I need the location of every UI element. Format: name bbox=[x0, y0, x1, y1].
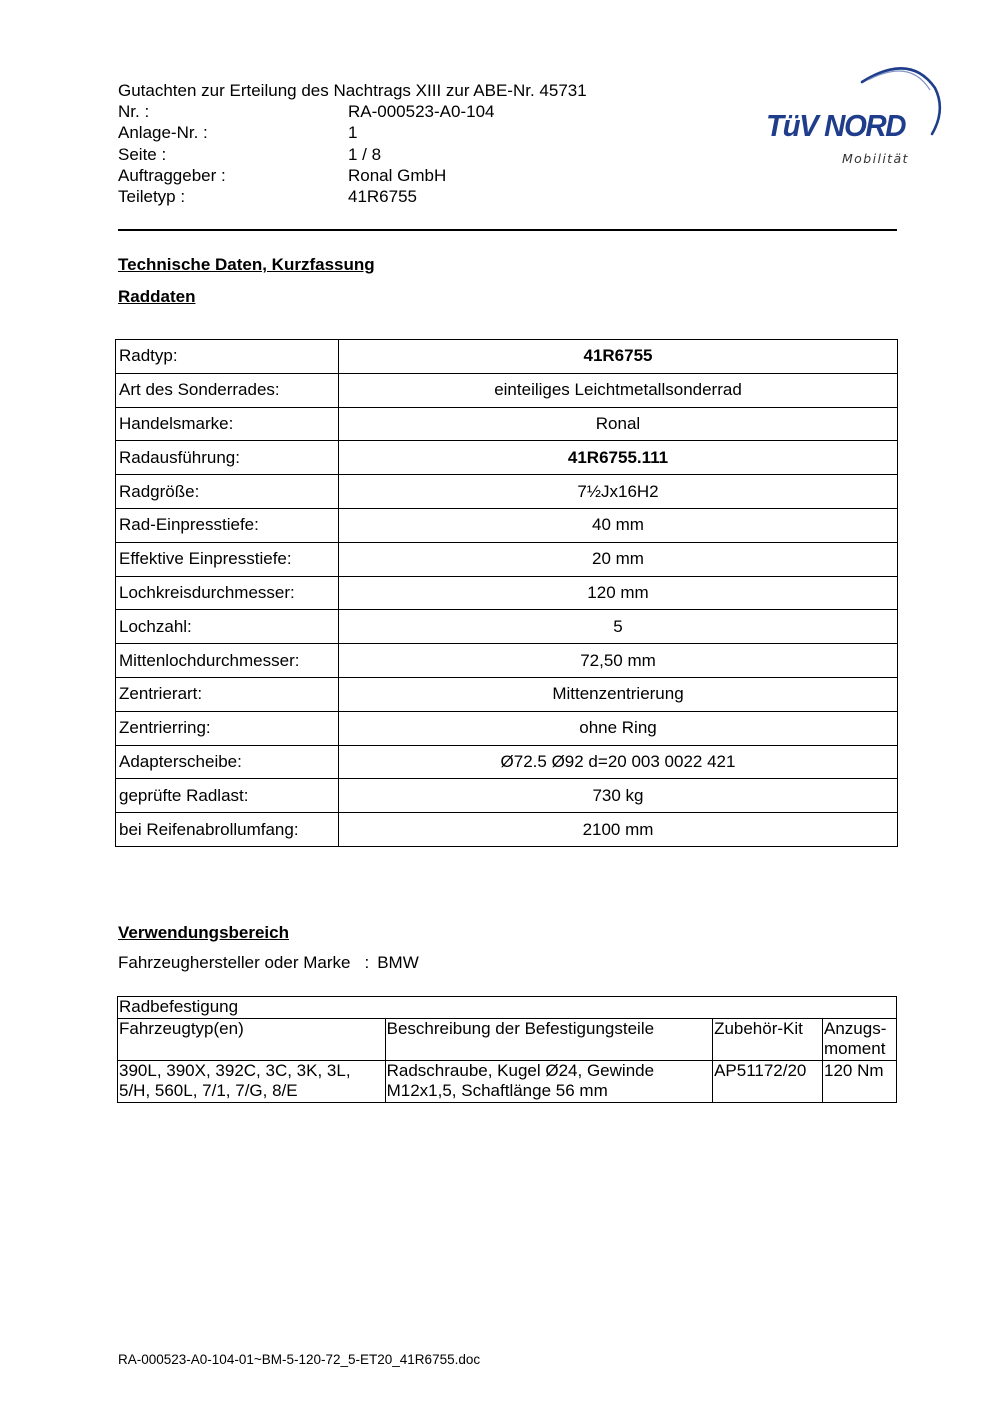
header-value-teiletyp: 41R6755 bbox=[348, 187, 418, 207]
wheel-data-value: 41R6755.111 bbox=[339, 441, 898, 475]
make-separator: : bbox=[364, 953, 370, 972]
wheel-data-label: Art des Sonderrades: bbox=[116, 373, 339, 407]
wheel-data-label: Radausführung: bbox=[116, 441, 339, 475]
wheel-data-value: 7½Jx16H2 bbox=[339, 475, 898, 509]
wheel-data-label: Lochzahl: bbox=[116, 610, 339, 644]
header-label-seite: Seite : bbox=[118, 144, 167, 164]
wheel-data-row bbox=[116, 813, 898, 847]
logo-brand: TüV NORD bbox=[766, 108, 906, 143]
torque-cell: 120 Nm bbox=[823, 1060, 897, 1102]
tuv-nord-logo bbox=[760, 58, 942, 170]
wheel-data-label: Zentrierart: bbox=[116, 677, 339, 711]
wheel-data-row bbox=[116, 373, 898, 407]
fixing-row bbox=[118, 1060, 897, 1102]
header-value-anlage: 1 bbox=[348, 123, 358, 143]
usage-heading: Verwendungsbereich bbox=[118, 923, 289, 942]
wheel-data-label: geprüfte Radlast: bbox=[116, 779, 339, 813]
wheel-data-value: ohne Ring bbox=[339, 711, 898, 745]
wheel-data-value: 20 mm bbox=[339, 542, 898, 576]
col-header-kit: Zubehör-Kit bbox=[713, 1018, 823, 1060]
wheel-data-row bbox=[116, 508, 898, 542]
wheel-data-label: Adapterscheibe: bbox=[116, 745, 339, 779]
header-value-seite: 1 / 8 bbox=[348, 144, 382, 164]
footer-filename: RA-000523-A0-104-01~BM-5-120-72_5-ET20_41R6755.doc bbox=[118, 1352, 481, 1367]
make-value: BMW bbox=[377, 953, 419, 972]
wheel-data-value: 120 mm bbox=[339, 576, 898, 610]
wheel-data-value: einteiliges Leichtmetallsonderrad bbox=[339, 373, 898, 407]
document-title: Gutachten zur Erteilung des Nachtrags XIII zur ABE-Nr. 45731 bbox=[118, 81, 587, 100]
wheel-data-label: Radgröße: bbox=[116, 475, 339, 509]
wheel-data-label: Lochkreisdurchmesser: bbox=[116, 576, 339, 610]
fixing-header-row bbox=[118, 1018, 897, 1060]
fixing-title: Radbefestigung bbox=[118, 997, 897, 1019]
wheel-data-row bbox=[116, 644, 898, 678]
document-header bbox=[118, 80, 668, 207]
vehicle-make-line bbox=[118, 953, 419, 973]
col-header-types: Fahrzeugtyp(en) bbox=[118, 1018, 386, 1060]
wheel-data-row bbox=[116, 576, 898, 610]
col-header-description: Beschreibung der Befestigungsteile bbox=[385, 1018, 712, 1060]
header-label-teiletyp: Teiletyp : bbox=[118, 187, 186, 207]
vehicle-types-cell: 390L, 390X, 392C, 3C, 3K, 3L, 5/H, 560L, 7/1, 7/G, 8/E bbox=[118, 1060, 386, 1102]
make-label: Fahrzeughersteller oder Marke bbox=[118, 953, 351, 972]
header-divider bbox=[118, 229, 897, 231]
wheel-data-row bbox=[116, 542, 898, 576]
wheel-data-row bbox=[116, 407, 898, 441]
wheel-data-value: Ø72.5 Ø92 d=20 003 0022 421 bbox=[339, 745, 898, 779]
wheel-data-heading: Raddaten bbox=[118, 287, 196, 306]
wheel-data-row bbox=[116, 745, 898, 779]
header-value-auftraggeber: Ronal GmbH bbox=[348, 165, 447, 185]
wheel-data-label: bei Reifenabrollumfang: bbox=[116, 813, 339, 847]
header-label-anlage: Anlage-Nr. : bbox=[118, 123, 208, 143]
wheel-data-table bbox=[115, 339, 898, 847]
wheel-data-value: Ronal bbox=[339, 407, 898, 441]
wheel-data-value: 40 mm bbox=[339, 508, 898, 542]
wheel-data-row bbox=[116, 475, 898, 509]
wheel-data-value: Mittenzentrierung bbox=[339, 677, 898, 711]
wheel-data-row bbox=[116, 610, 898, 644]
wheel-data-label: Effektive Einpresstiefe: bbox=[116, 542, 339, 576]
fixing-description-cell: Radschraube, Kugel Ø24, Gewinde M12x1,5, Schaftlänge 56 mm bbox=[385, 1060, 712, 1102]
wheel-data-value: 730 kg bbox=[339, 779, 898, 813]
wheel-data-row bbox=[116, 340, 898, 374]
wheel-data-value: 2100 mm bbox=[339, 813, 898, 847]
wheel-data-label: Mittenlochdurchmesser: bbox=[116, 644, 339, 678]
header-label-auftraggeber: Auftraggeber : bbox=[118, 165, 226, 185]
wheel-data-label: Handelsmarke: bbox=[116, 407, 339, 441]
header-label-nr: Nr. : bbox=[118, 102, 150, 122]
accessory-kit-cell: AP51172/20 bbox=[713, 1060, 823, 1102]
wheel-data-value: 41R6755 bbox=[339, 340, 898, 374]
section-title: Technische Daten, Kurzfassung bbox=[118, 255, 375, 274]
wheel-fixing-table bbox=[117, 996, 897, 1103]
wheel-data-value: 72,50 mm bbox=[339, 644, 898, 678]
wheel-data-label: Rad-Einpresstiefe: bbox=[116, 508, 339, 542]
wheel-data-label: Radtyp: bbox=[116, 340, 339, 374]
logo-subtitle: Mobilität bbox=[842, 151, 909, 166]
wheel-data-row bbox=[116, 711, 898, 745]
wheel-data-row bbox=[116, 441, 898, 475]
wheel-data-label: Zentrierring: bbox=[116, 711, 339, 745]
col-header-torque: Anzugs- moment bbox=[823, 1018, 897, 1060]
wheel-data-row bbox=[116, 779, 898, 813]
header-value-nr: RA-000523-A0-104 bbox=[348, 102, 495, 122]
wheel-data-row bbox=[116, 677, 898, 711]
wheel-data-value: 5 bbox=[339, 610, 898, 644]
